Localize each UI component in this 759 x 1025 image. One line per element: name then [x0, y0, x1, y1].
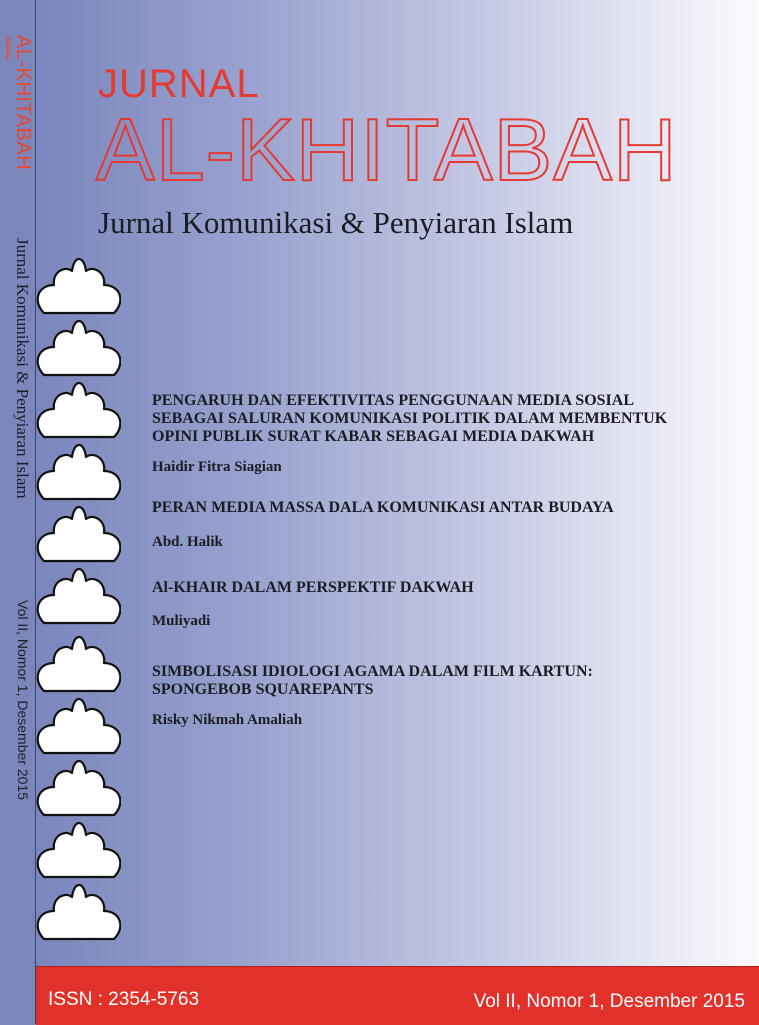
- article-title: [152, 392, 667, 446]
- spine-jurnal-label: JURNAL: [4, 36, 10, 61]
- spine-volume: Vol II, Nomor 1, Desember 2015: [15, 600, 31, 800]
- article-title: [152, 579, 474, 597]
- article-title-line: SEBAGAI SALURAN KOMUNIKASI POLITIK DALAM MEMBENTUK: [152, 410, 668, 427]
- article-author: Risky Nikmah Amaliah: [152, 712, 303, 728]
- footer-band: [36, 966, 759, 1025]
- spine-text: [0, 0, 35, 1024]
- spine-subtitle: Jurnal Komunikasi & Penyiaran Islam: [13, 238, 32, 499]
- journal-title: AL-KHITABAH: [96, 100, 678, 199]
- issn-label: ISSN : 2354-5763: [48, 989, 200, 1010]
- journal-subtitle: Jurnal Komunikasi & Penyiaran Islam: [98, 205, 574, 240]
- article-title-line: Al-KHAIR DALAM PERSPEKTIF DAKWAH: [152, 579, 474, 596]
- spine-title: AL-KHITABAH: [12, 35, 34, 171]
- article-title-line: SPONGEBOB SQUAREPANTS: [152, 681, 374, 698]
- journal-label: JURNAL: [98, 62, 260, 106]
- article-title-line: SIMBOLISASI IDIOLOGI AGAMA DALAM FILM KARTUN:: [152, 663, 593, 680]
- article-title: [152, 663, 593, 699]
- article-title-line: PENGARUH DAN EFEKTIVITAS PENGGUNAAN MEDIA SOSIAL: [152, 392, 634, 409]
- article-author: Haidir Fitra Siagian: [152, 459, 282, 475]
- article-title-line: OPINI PUBLIK SURAT KABAR SEBAGAI MEDIA DAKWAH: [152, 428, 595, 445]
- spine: [0, 0, 36, 1024]
- article-title-line: PERAN MEDIA MASSA DALA KOMUNIKASI ANTAR BUDAYA: [152, 499, 614, 516]
- volume-label: Vol II, Nomor 1, Desember 2015: [473, 991, 745, 1012]
- article-author: Muliyadi: [152, 613, 211, 629]
- article-title: [152, 499, 614, 517]
- article-author: Abd. Halik: [152, 534, 223, 550]
- ornament-chain-icon: [36, 255, 121, 945]
